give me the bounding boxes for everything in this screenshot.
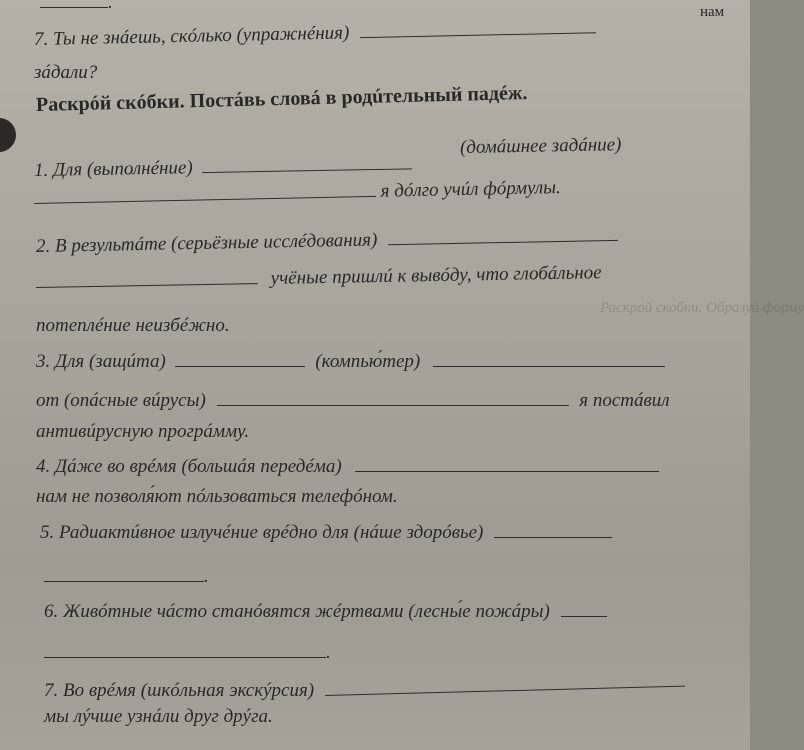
item-7-line2: мы лýчше узнáли друг дрýга. [44,706,273,727]
item-6-end: . [326,642,331,663]
top-blank-line [40,0,113,14]
answer-blank[interactable] [355,457,659,472]
item-1-line1 [34,153,412,182]
item-6-line2 [44,642,331,664]
item-1-prompt: 1. Для (выполнéние) [33,157,193,181]
item-3-line2 [36,390,670,412]
answer-blank[interactable] [201,154,411,173]
item-1-phrase: (домáшнее задáние) [459,134,622,158]
item-5-line2 [44,566,209,588]
task-heading: Раскрóй скóбки. Постáвь словá в родúтельный падéж. [35,81,528,116]
item-5-end: . [204,566,209,587]
item-2-line1 [36,225,618,258]
item-3-phrase-2: от (опáсные вúрусы) [36,390,206,411]
item-1-line2 [34,177,561,210]
answer-blank[interactable] [325,672,685,696]
item-5-line1 [40,522,612,544]
item-1-ending: я дóлго учúл фóрмулы. [380,176,562,202]
item-3-prompt: 3. Для (защúта) [36,351,166,372]
exercise-number-badge [0,118,16,152]
item-4-prompt: 4. Дáже во врéмя (большáя передéма) [36,456,342,477]
prev-item-7-line2: зáдали? [34,62,98,83]
item-3-ending: я постáвил [579,390,670,411]
top-right-word: нам [700,4,725,20]
answer-blank[interactable] [360,18,596,38]
prev-item-7-line1 [34,17,597,51]
item-3-line3: антивúрусную прогрáмму. [36,421,250,442]
item-2-prompt: 2. В результáте (серьёзные исслéдования) [35,229,378,257]
answer-blank[interactable] [388,226,618,245]
answer-blank[interactable] [36,269,258,288]
top-fragment: . [108,0,113,13]
item-2-middle: учёные пришлú к вывóду, что глобáльное [270,262,602,289]
answer-blank[interactable] [561,602,607,617]
item-3-line1 [36,351,665,373]
item-3-phrase: (компью́тер) [315,351,421,372]
answer-blank[interactable] [175,352,305,367]
item-6-prompt: 6. Живóтные чáсто станóвятся жéртвами (лесны́е пожáры) [44,601,550,622]
item-4-line2: нам не позволя́ют пóльзоваться телефóном. [36,486,398,507]
item-7-prompt: 7. Во врéмя (шкóльная экскýрсия) [44,680,315,701]
answer-blank[interactable] [44,567,204,582]
item-6-line1 [44,601,607,623]
item-2-line2 [36,262,602,294]
item-5-prompt: 5. Радиактúвное излучéние врéдно для (нáше здорóвье) [40,522,484,543]
item-4-line1 [36,456,659,478]
answer-blank[interactable] [433,352,665,367]
answer-blank[interactable] [34,182,376,204]
item-2-line3: потеплéние неизбéжно. [36,315,230,336]
answer-blank[interactable] [44,643,326,658]
item-7-line1 [44,680,685,702]
prev-item-7-text: 7. Ты не знáешь, скóлько (упражнéния) [33,22,350,50]
answer-blank[interactable] [494,523,612,538]
bleed-through-text: Раскрой скобки. Образуй форму [600,300,804,316]
answer-blank[interactable] [217,391,569,406]
answer-blank[interactable] [40,0,108,8]
